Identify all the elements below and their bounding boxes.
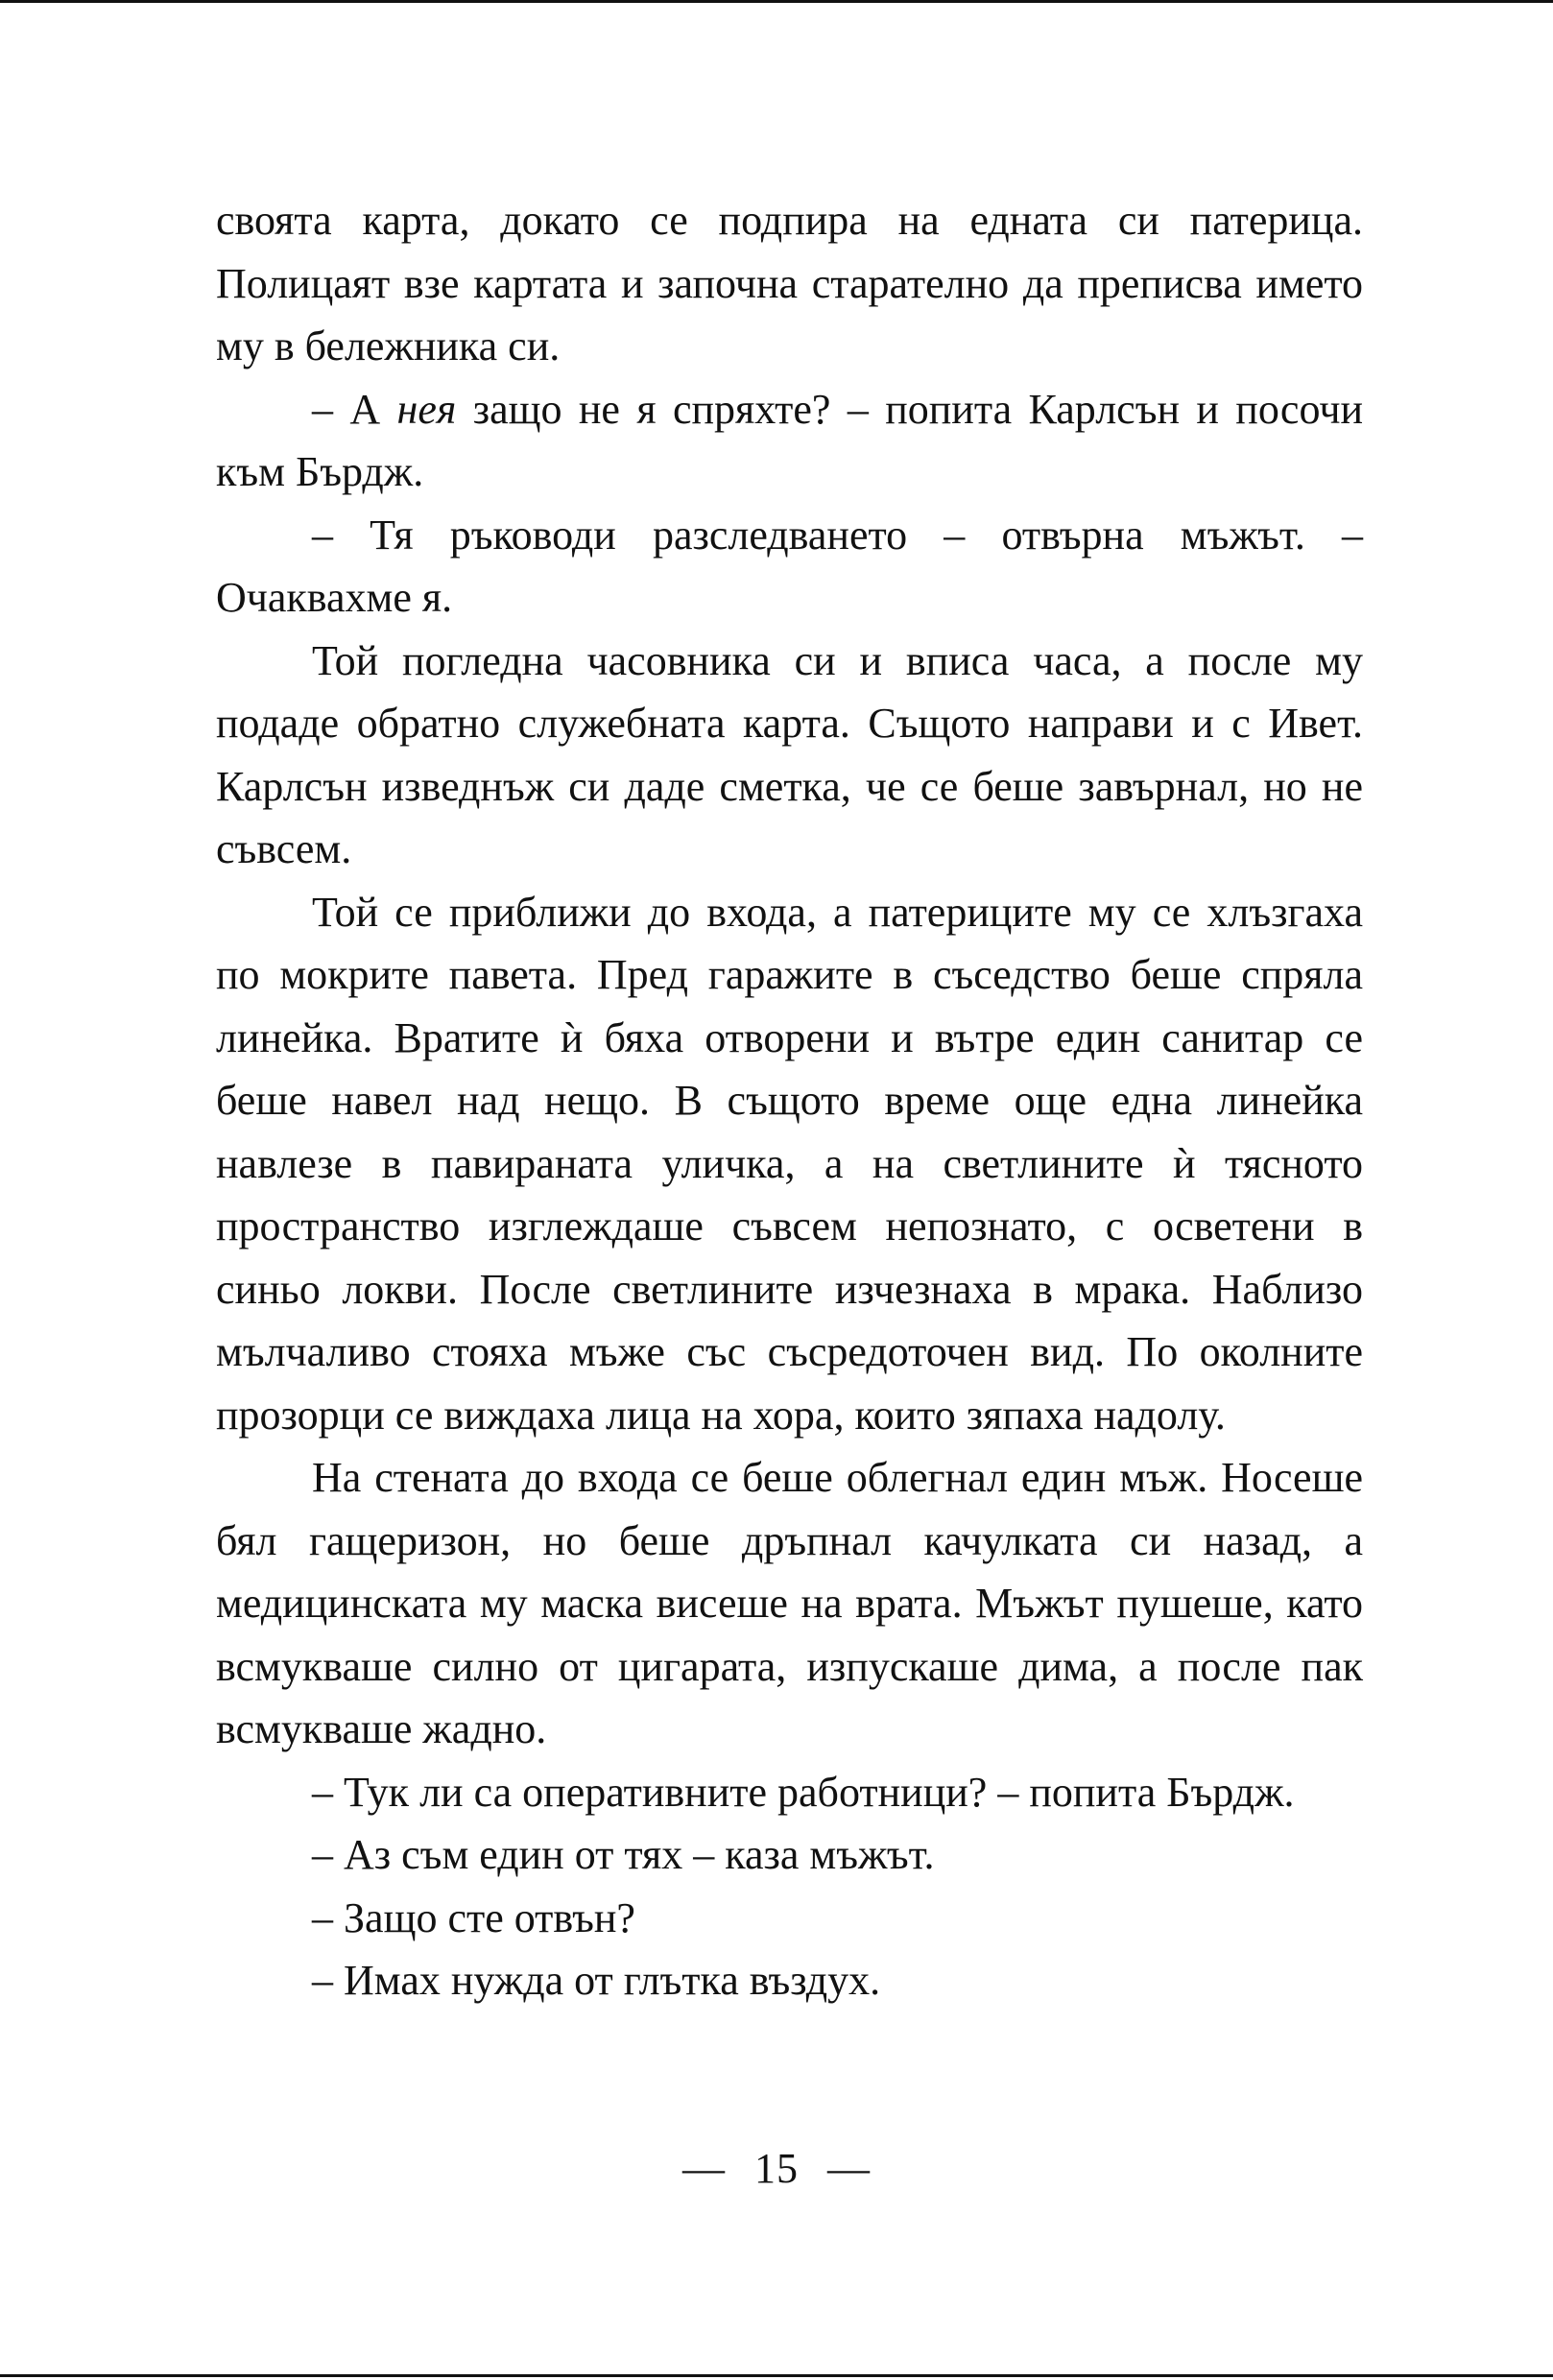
text-segment: – Аз съм един от тях – каза мъжът. — [312, 1831, 935, 1878]
page-footer — [0, 2140, 1553, 2198]
text-segment: – А — [312, 385, 397, 433]
text-segment: Той погледна часовника си и вписа часа, а после му подаде обратно служебната карта. Същото направи и с Ивет. Карлсън изведнъж си даде сметка, че се беше завърнал, но не съвсем. — [216, 636, 1363, 872]
paragraph — [216, 1949, 1363, 2012]
text-segment: – Тя ръководи разследването – отвърна мъжът. – Очаквахме я. — [216, 511, 1363, 621]
text-segment: – Тук ли са оперативните работници? – попита Бърдж. — [312, 1768, 1295, 1816]
paragraph — [216, 1446, 1363, 1761]
paragraph — [216, 1887, 1363, 1950]
body-text — [216, 189, 1363, 2012]
text-segment: – Имах нужда от глътка въздух. — [312, 1957, 881, 2004]
paragraph — [216, 881, 1363, 1447]
paragraph — [216, 378, 1363, 504]
top-border — [0, 0, 1553, 3]
page-number: 15 — [754, 2145, 799, 2192]
text-segment: На стената до входа се беше облегнал един мъж. Носеше бял гащеризон, но беше дръпнал качулката си назад, а медицинската му маска висеше на врата. Мъжът пушеше, като всмукваше силно от цигарата, изпускаше дима, а после пак всмукваше жадно. — [216, 1454, 1363, 1752]
paragraph — [216, 630, 1363, 881]
italic-text: нея — [396, 385, 457, 433]
footer-dash-left: — — [682, 2145, 726, 2192]
text-segment: – Защо сте отвън? — [312, 1893, 635, 1941]
bottom-border — [0, 2374, 1553, 2377]
text-segment: Той се приближи до входа, а патериците му се хлъзгаха по мокрите павета. Пред гаражите в съседство беше спряла линейка. Вратите ѝ бяха отворени и вътре един санитар се беше навел над нещо. В същото време още една линейка навлезе в павираната уличка, а на светлините ѝ тясното пространство изглеждаше съвсем непознато, с осветени в синьо локви. После светлините изчезнаха в мрака. Наблизо мълчаливо стояха мъже със съсредоточен вид. По околните прозорци се виждаха лица на хора, които зяпаха надолу. — [216, 888, 1363, 1439]
paragraph — [216, 1823, 1363, 1887]
paragraph — [216, 189, 1363, 378]
text-segment: защо не я спряхте? – попита Карлсън и посочи към Бърдж. — [216, 385, 1363, 495]
paragraph — [216, 504, 1363, 630]
text-segment: своята карта, докато се подпира на едната си патерица. Полицаят взе картата и започна старателно да преписва името му в бележника си. — [216, 197, 1363, 369]
paragraph — [216, 1761, 1363, 1824]
footer-dash-right: — — [827, 2145, 871, 2192]
